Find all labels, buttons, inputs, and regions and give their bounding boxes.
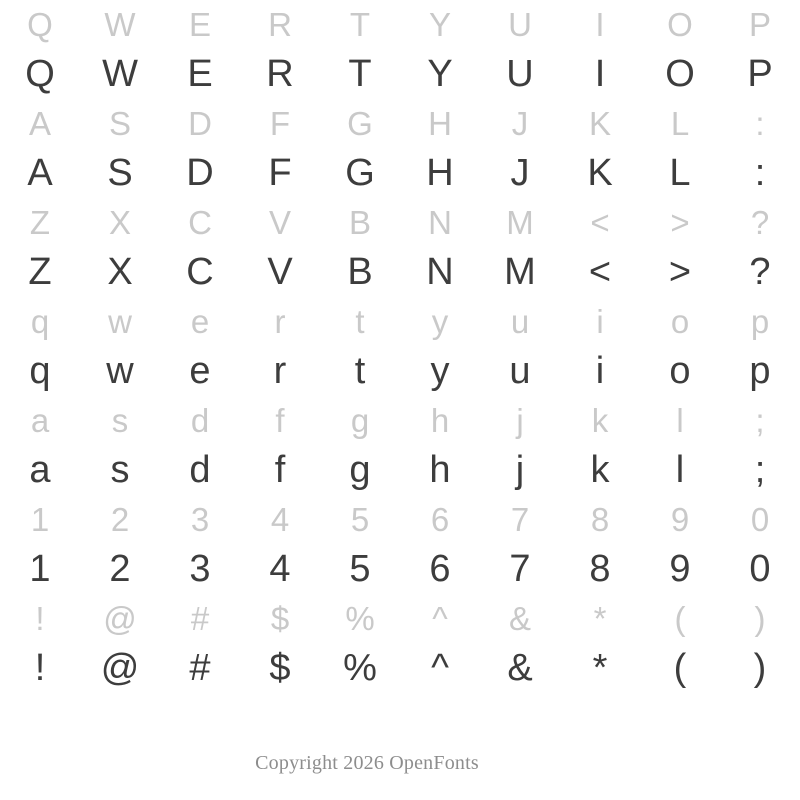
glyph-cell: 3	[189, 548, 211, 591]
glyph-cell: Z	[29, 204, 51, 242]
glyph-row	[0, 149, 800, 199]
glyph-cell: 2	[109, 548, 131, 591]
glyph-cell: S	[108, 105, 131, 143]
glyph-cell: P	[747, 53, 773, 96]
glyph-cell: T	[349, 6, 371, 44]
glyph-cell: 3	[190, 501, 210, 539]
glyph-row	[0, 495, 800, 545]
glyph-cell: 0	[750, 501, 770, 539]
footer	[0, 752, 800, 775]
glyph-cell: L	[670, 105, 690, 143]
glyph-cell: K	[588, 105, 611, 143]
glyph-cell: *	[592, 647, 608, 690]
glyph-cell: <	[588, 251, 612, 294]
glyph-row	[0, 545, 800, 595]
glyph-cell: U	[506, 53, 534, 96]
glyph-cell: k	[590, 449, 610, 492]
glyph-cell: ?	[750, 204, 770, 242]
glyph-cell: ;	[754, 449, 766, 492]
glyph-cell: h	[430, 402, 450, 440]
glyph-cell: l	[676, 402, 684, 440]
glyph-cell: !	[34, 647, 46, 690]
glyph-cell: y	[431, 303, 449, 341]
glyph-cell: 6	[430, 501, 450, 539]
glyph-cell: A	[27, 152, 53, 195]
glyph-cell: w	[108, 303, 132, 341]
glyph-cell: s	[110, 449, 130, 492]
glyph-row	[0, 446, 800, 496]
glyph-cell: a	[29, 449, 51, 492]
glyph-cell: !	[35, 600, 45, 638]
glyph-cell: J	[510, 152, 530, 195]
glyph-cell: X	[107, 251, 133, 294]
glyph-cell: y	[430, 350, 450, 393]
glyph-cell: H	[428, 105, 452, 143]
glyph-cell: Z	[28, 251, 52, 294]
glyph-cell: K	[587, 152, 613, 195]
glyph-cell: @	[100, 647, 140, 690]
glyph-cell: :	[754, 152, 766, 195]
glyph-cell: H	[426, 152, 454, 195]
glyph-cell: k	[591, 402, 609, 440]
glyph-cell: 5	[349, 548, 371, 591]
glyph-cell: O	[667, 6, 693, 44]
glyph-cell: s	[111, 402, 129, 440]
glyph-cell: g	[350, 402, 370, 440]
glyph-cell: %	[345, 600, 375, 638]
glyph-cell: D	[188, 105, 212, 143]
glyph-cell: 4	[269, 548, 291, 591]
glyph-cell: 8	[590, 501, 610, 539]
glyph-cell: J	[511, 105, 529, 143]
glyph-cell: d	[190, 402, 210, 440]
glyph-row	[0, 99, 800, 149]
glyph-cell: d	[189, 449, 211, 492]
glyph-cell: <	[590, 204, 610, 242]
glyph-cell: i	[595, 350, 605, 393]
glyph-cell: M	[504, 251, 536, 294]
glyph-cell: 1	[29, 548, 51, 591]
glyph-cell: (	[674, 600, 686, 638]
glyph-cell: t	[355, 303, 365, 341]
glyph-cell: W	[104, 6, 136, 44]
glyph-cell: )	[753, 647, 767, 690]
glyph-cell: r	[273, 350, 287, 393]
glyph-row	[0, 644, 800, 694]
glyph-cell: o	[669, 350, 691, 393]
glyph-cell: o	[670, 303, 690, 341]
glyph-cell: q	[30, 303, 50, 341]
glyph-cell: u	[510, 303, 530, 341]
glyph-cell: ;	[755, 402, 765, 440]
glyph-cell: S	[107, 152, 133, 195]
glyph-cell: #	[190, 600, 210, 638]
glyph-row	[0, 396, 800, 446]
glyph-cell: F	[268, 152, 292, 195]
glyph-row	[0, 594, 800, 644]
glyph-cell: B	[348, 204, 371, 242]
glyph-cell: f	[275, 402, 285, 440]
glyph-row	[0, 297, 800, 347]
glyph-cell: p	[749, 350, 771, 393]
glyph-cell: #	[189, 647, 211, 690]
glyph-cell: q	[29, 350, 51, 393]
glyph-cell: V	[267, 251, 293, 294]
glyph-cell: $	[270, 600, 290, 638]
glyph-cell: B	[347, 251, 373, 294]
glyph-cell: 2	[110, 501, 130, 539]
glyph-row	[0, 248, 800, 298]
glyph-cell: 1	[30, 501, 50, 539]
glyph-cell: E	[187, 53, 213, 96]
glyph-cell: I	[595, 6, 605, 44]
glyph-cell: 7	[510, 501, 530, 539]
glyph-cell: ^	[432, 600, 448, 638]
glyph-cell: (	[673, 647, 687, 690]
glyph-cell: 8	[589, 548, 611, 591]
glyph-cell: X	[108, 204, 131, 242]
glyph-cell: Q	[25, 53, 55, 96]
glyph-cell: f	[274, 449, 286, 492]
glyph-cell: E	[188, 6, 211, 44]
glyph-cell: V	[268, 204, 291, 242]
glyph-cell: %	[343, 647, 377, 690]
glyph-cell: Y	[427, 53, 453, 96]
glyph-cell: Q	[27, 6, 53, 44]
glyph-cell: g	[349, 449, 371, 492]
glyph-cell: U	[508, 6, 532, 44]
glyph-cell: F	[269, 105, 291, 143]
glyph-cell: *	[593, 600, 607, 638]
glyph-cell: &	[507, 647, 533, 690]
glyph-cell: j	[515, 449, 525, 492]
glyph-cell: e	[190, 303, 210, 341]
glyph-row	[0, 50, 800, 100]
glyph-cell: 6	[429, 548, 451, 591]
glyph-cell: e	[189, 350, 211, 393]
glyph-cell: 4	[270, 501, 290, 539]
glyph-cell: P	[748, 6, 771, 44]
glyph-cell: 0	[749, 548, 771, 591]
glyph-cell: M	[506, 204, 534, 242]
glyph-cell: Y	[428, 6, 451, 44]
glyph-cell: R	[268, 6, 292, 44]
glyph-cell: D	[186, 152, 214, 195]
glyph-cell: &	[508, 600, 531, 638]
glyph-cell: G	[347, 105, 373, 143]
glyph-cell: A	[28, 105, 51, 143]
copyright-notice: Copyright 2026 OpenFonts	[255, 752, 479, 774]
glyph-cell: N	[428, 204, 452, 242]
glyph-cell: ^	[431, 647, 449, 690]
glyph-cell: 7	[509, 548, 531, 591]
glyph-cell: @	[103, 600, 137, 638]
glyph-row	[0, 0, 800, 50]
glyph-cell: :	[755, 105, 765, 143]
glyph-cell: )	[754, 600, 766, 638]
glyph-cell: I	[594, 53, 606, 96]
glyph-cell: R	[266, 53, 294, 96]
glyph-cell: C	[188, 204, 212, 242]
glyph-cell: l	[675, 449, 685, 492]
glyph-cell: 9	[670, 501, 690, 539]
glyph-cell: w	[106, 350, 134, 393]
glyph-cell: ?	[749, 251, 771, 294]
glyph-cell: t	[354, 350, 366, 393]
glyph-cell: W	[102, 53, 138, 96]
glyph-cell: p	[750, 303, 770, 341]
glyph-cell: h	[429, 449, 451, 492]
glyph-cell: >	[670, 204, 690, 242]
glyph-cell: 5	[350, 501, 370, 539]
glyph-cell: G	[345, 152, 375, 195]
glyph-row	[0, 347, 800, 397]
glyph-row	[0, 198, 800, 248]
glyph-cell: i	[596, 303, 604, 341]
glyph-cell: L	[669, 152, 691, 195]
glyph-cell: a	[30, 402, 50, 440]
glyph-cell: C	[186, 251, 214, 294]
glyph-cell: u	[509, 350, 531, 393]
glyph-cell: >	[668, 251, 692, 294]
glyph-cell: O	[665, 53, 695, 96]
glyph-cell: $	[269, 647, 291, 690]
glyph-cell: j	[516, 402, 524, 440]
glyph-cell: N	[426, 251, 454, 294]
glyph-cell: T	[348, 53, 372, 96]
glyph-cell: r	[274, 303, 286, 341]
glyph-cell: 9	[669, 548, 691, 591]
